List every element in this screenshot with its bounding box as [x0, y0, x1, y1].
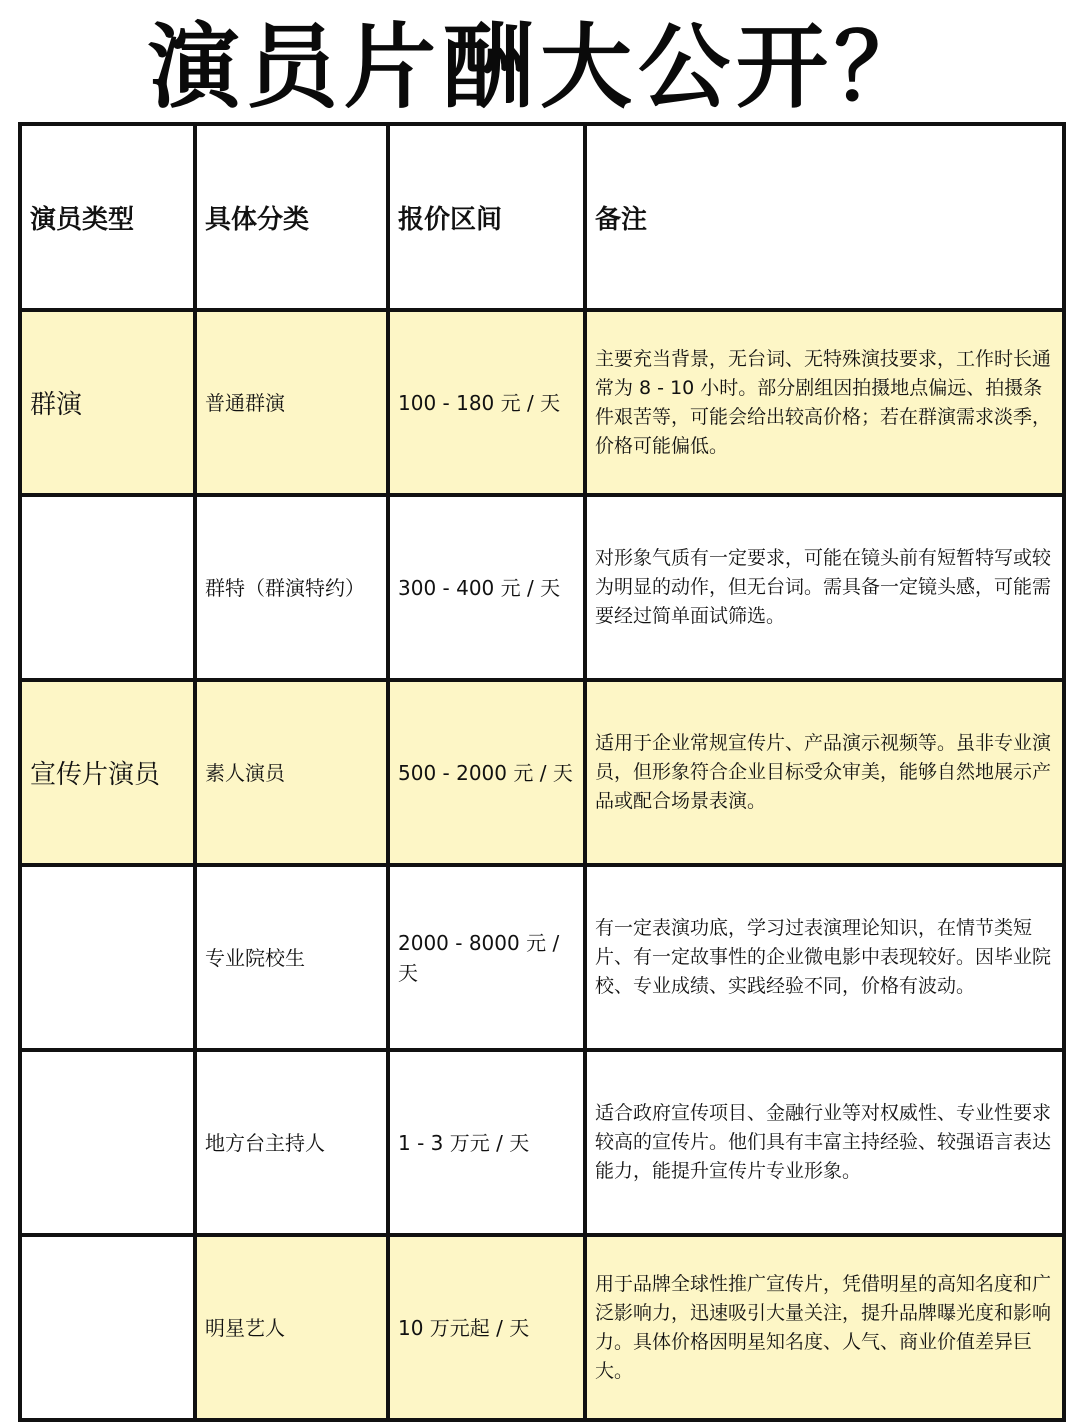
cell-actor-type — [20, 865, 195, 1050]
cell-note: 主要充当背景，无台词、无特殊演技要求，工作时长通常为 8 - 10 小时。部分剧组因拍摄地点偏远、拍摄条件艰苦等，可能会给出较高价格；若在群演需求淡季，价格可能偏低。 — [585, 310, 1064, 495]
cell-actor-type — [20, 495, 195, 680]
cell-category: 群特（群演特约） — [195, 495, 388, 680]
cell-note: 有一定表演功底，学习过表演理论知识，在情节类短片、有一定故事性的企业微电影中表现较好。因毕业院校、专业成绩、实践经验不同，价格有波动。 — [585, 865, 1064, 1050]
table-header-row — [20, 124, 1064, 310]
cell-price: 2000 - 8000 元 / 天 — [388, 865, 585, 1050]
table-row — [20, 495, 1064, 680]
cell-note: 适用于企业常规宣传片、产品演示视频等。虽非专业演员，但形象符合企业目标受众审美，能够自然地展示产品或配合场景表演。 — [585, 680, 1064, 865]
table-row — [20, 310, 1064, 495]
table-row — [20, 1235, 1064, 1420]
table-row — [20, 865, 1064, 1050]
cell-price: 300 - 400 元 / 天 — [388, 495, 585, 680]
cell-category: 地方台主持人 — [195, 1050, 388, 1235]
cell-category: 素人演员 — [195, 680, 388, 865]
cell-price: 10 万元起 / 天 — [388, 1235, 585, 1420]
cell-price: 500 - 2000 元 / 天 — [388, 680, 585, 865]
cell-note: 用于品牌全球性推广宣传片，凭借明星的高知名度和广泛影响力，迅速吸引大量关注，提升品牌曝光度和影响力。具体价格因明星知名度、人气、商业价值差异巨大。 — [585, 1235, 1064, 1420]
cell-note: 适合政府宣传项目、金融行业等对权威性、专业性要求较高的宣传片。他们具有丰富主持经验、较强语言表达能力，能提升宣传片专业形象。 — [585, 1050, 1064, 1235]
cell-category: 普通群演 — [195, 310, 388, 495]
table-row — [20, 680, 1064, 865]
cell-actor-type: 宣传片演员 — [20, 680, 195, 865]
header-actor-type: 演员类型 — [20, 124, 195, 310]
cell-price: 1 - 3 万元 / 天 — [388, 1050, 585, 1235]
cell-note: 对形象气质有一定要求，可能在镜头前有短暂特写或较为明显的动作，但无台词。需具备一定镜头感，可能需要经过简单面试筛选。 — [585, 495, 1064, 680]
table-row — [20, 1050, 1064, 1235]
header-category: 具体分类 — [195, 124, 388, 310]
page-title: 演员片酬大公开？ — [147, 14, 932, 121]
header-notes: 备注 — [585, 124, 1064, 310]
cell-actor-type — [20, 1050, 195, 1235]
cell-actor-type: 群演 — [20, 310, 195, 495]
cell-category: 专业院校生 — [195, 865, 388, 1050]
cell-category: 明星艺人 — [195, 1235, 388, 1420]
cell-actor-type — [20, 1235, 195, 1420]
cell-price: 100 - 180 元 / 天 — [388, 310, 585, 495]
pricing-table — [18, 122, 1066, 1422]
header-price-range: 报价区间 — [388, 124, 585, 310]
